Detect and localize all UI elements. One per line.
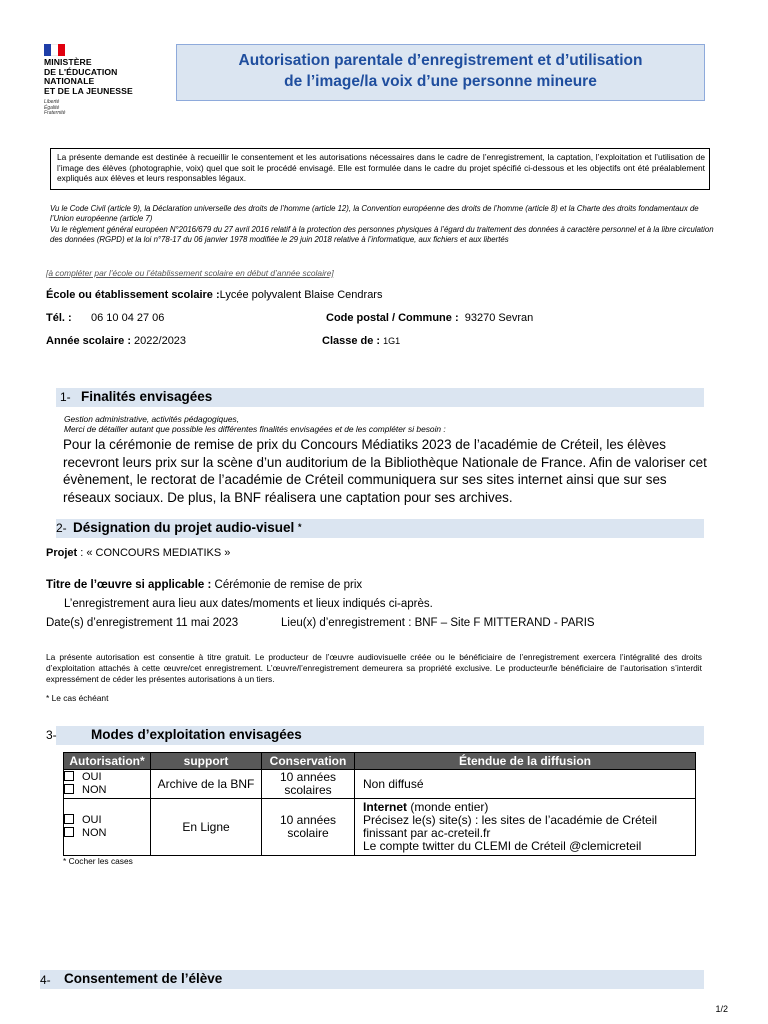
intro-box: La présente demande est destinée à recueillir le consentement et les autorisations nécessaires dans le cadre de l’enregistrement, la captation, l’exploitation et l’utilisation de l’image des élèves (photographie, voix) quel que soit le procédé envisagé. Elle est formulée dans le cadre du projet spécifié ci-dessous et les objectifs ont été préalablement expliqués aux élèves et leurs responsables légaux. xyxy=(50,148,710,190)
exploitation-table xyxy=(63,752,696,856)
diffusion-line: Précisez le(s) site(s) : les sites de l’académie de Créteil xyxy=(363,813,658,827)
diffusion-cell: Non diffusé xyxy=(355,770,696,799)
support-cell: En Ligne xyxy=(151,799,262,856)
conservation-cell: 10 années scolaire xyxy=(262,799,355,856)
non-checkbox[interactable]: NON xyxy=(64,784,150,797)
section-1-title: Finalités envisagées xyxy=(81,389,213,404)
republic-motto: Liberté Égalité Fraternité xyxy=(44,99,66,116)
project-label: Projet xyxy=(46,547,78,559)
section-1-body: Pour la cérémonie de remise de prix du Concours Médiatiks 2023 de l’académie de Créteil, les élèves recevront leurs prix sur la scène d’un auditorium de la Bibliothèque Nationale de France. Afin de valoriser cet évènement, le rectorat de l’académie de Créteil communiquera sur ses sites internet ainsi que sur ses réseaux sociaux. De plus, la BNF réalisera une captation pour ses archives. xyxy=(63,437,707,505)
authorization-cell xyxy=(64,799,151,856)
french-flag-icon xyxy=(44,44,66,56)
conservation-cell: 10 années scolaires xyxy=(262,770,355,799)
authorization-cell xyxy=(64,770,151,799)
postal-label: Code postal / Commune : xyxy=(326,312,459,324)
checkbox-icon xyxy=(64,784,74,794)
school-value: Lycée polyvalent Blaise Cendrars xyxy=(219,289,383,301)
tel-value: 06 10 04 27 06 xyxy=(91,312,165,324)
section-3-footnote: * Cocher les cases xyxy=(63,856,133,866)
section-2-title: Désignation du projet audio-visuel * xyxy=(73,520,302,535)
oui-checkbox[interactable]: OUI xyxy=(64,814,150,827)
diffusion-line: finissant par ac-creteil.fr xyxy=(363,826,491,840)
work-value: Cérémonie de remise de prix xyxy=(214,579,363,591)
legal-line-1: Vu le Code Civil (article 9), la Déclaration universelle des droits de l’homme (article 12), la Convention européenne des droits de l’homme (article 8) et la Charte des droits fondamentaux de l’Union européenne (article 7) xyxy=(50,204,699,224)
non-checkbox[interactable]: NON xyxy=(64,827,150,840)
work-field xyxy=(46,579,362,591)
legal-line-2: Vu le règlement général européen N°2016/679 du 27 avril 2016 relatif à la protection des personnes physiques à l’égard du traitement des données à caractère personnel et à la libre circulation des données (RGPD) et la loi n°78-17 du 06 janvier 1978 modifiée le 29 juin 2018 relative à l’informatique, aux fichiers et aux libertés xyxy=(50,224,714,245)
diffusion-title: Internet xyxy=(363,800,408,814)
oui-checkbox[interactable]: OUI xyxy=(64,771,150,784)
legal-references xyxy=(50,204,714,246)
school-field xyxy=(46,289,382,301)
recording-place: Lieu(x) d’enregistrement : BNF – Site F MITTERAND - PARIS xyxy=(281,617,595,629)
tel-field xyxy=(46,312,72,324)
diffusion-cell: Internet (monde entier) Précisez le(s) site(s) : les sites de l’académie de Créteil finissant par ac-creteil.fr Le compte twitter du CLEMI de Créteil @clemicreteil xyxy=(355,799,696,856)
diffusion-line: Le compte twitter du CLEMI de Créteil @clemicreteil xyxy=(363,839,642,853)
section-1-note-2: Merci de détailler autant que possible les différentes finalités envisagées et de les compléter si besoin : xyxy=(64,424,446,434)
class-field xyxy=(322,335,400,347)
table-row xyxy=(64,770,696,799)
header-authorization: Autorisation* xyxy=(64,753,151,770)
postal-field xyxy=(326,312,533,324)
document-title xyxy=(176,44,705,101)
section-2-number: 2- xyxy=(56,521,67,535)
fill-instruction: [à compléter par l’école ou l’établissement scolaire en début d’année scolaire] xyxy=(46,268,334,278)
header-support: support xyxy=(151,753,262,770)
work-label: Titre de l’œuvre si applicable : xyxy=(46,579,212,591)
year-value: 2022/2023 xyxy=(134,335,187,347)
header-diffusion: Étendue de la diffusion xyxy=(355,753,696,770)
class-label: Classe de : xyxy=(322,335,381,347)
school-label: École ou établissement scolaire : xyxy=(46,289,220,301)
class-value: 1G1 xyxy=(383,336,401,346)
place-note: L’enregistrement aura lieu aux dates/moments et lieux indiqués ci-après. xyxy=(64,598,433,610)
page-number: 1/2 xyxy=(715,1004,728,1014)
rights-paragraph: La présente autorisation est consentie à titre gratuit. Le producteur de l’œuvre audiovisuelle créée ou le bénéficiaire de l’enregistrement exercera l’intégralité des droits d’exploitation attachés à cette œuvre/cet enregistrement. L’œuvre/l’enregistrement demeurera sa propriété exclusive. Le producteur/le bénéficiaire de l’autorisation s’interdit expressément de céder les présentes autorisations à un tiers. xyxy=(46,652,702,684)
support-cell: Archive de la BNF xyxy=(151,770,262,799)
title-line-2: de l’image/la voix d’une personne mineure xyxy=(284,73,597,90)
ministry-logo xyxy=(44,44,154,124)
header-conservation: Conservation xyxy=(262,753,355,770)
checkbox-icon xyxy=(64,827,74,837)
recording-date: Date(s) d’enregistrement 11 mai 2023 xyxy=(46,617,239,629)
section-4-title: Consentement de l’élève xyxy=(64,971,223,986)
project-value: : « CONCOURS MEDIATIKS » xyxy=(80,547,231,559)
section-2-footnote: * Le cas échéant xyxy=(46,693,109,703)
checkbox-icon xyxy=(64,814,74,824)
project-field xyxy=(46,547,230,559)
tel-label: Tél. : xyxy=(46,312,72,324)
section-3-number: 3- xyxy=(46,728,57,742)
postal-value: 93270 Sevran xyxy=(464,312,534,324)
section-4-number: 4- xyxy=(40,973,51,987)
ministry-name: MINISTÈRE DE L'ÉDUCATION NATIONALE ET DE LA JEUNESSE xyxy=(44,57,133,96)
section-1-note-1: Gestion administrative, activités pédagogiques, xyxy=(64,414,240,424)
year-field xyxy=(46,335,186,347)
title-line-1: Autorisation parentale d’enregistrement et d’utilisation xyxy=(238,52,643,69)
checkbox-icon xyxy=(64,771,74,781)
table-header-row xyxy=(64,753,696,770)
section-3-title: Modes d’exploitation envisagées xyxy=(91,727,302,742)
table-row xyxy=(64,799,696,856)
section-1-number: 1- xyxy=(60,390,71,404)
year-label: Année scolaire : xyxy=(46,335,131,347)
